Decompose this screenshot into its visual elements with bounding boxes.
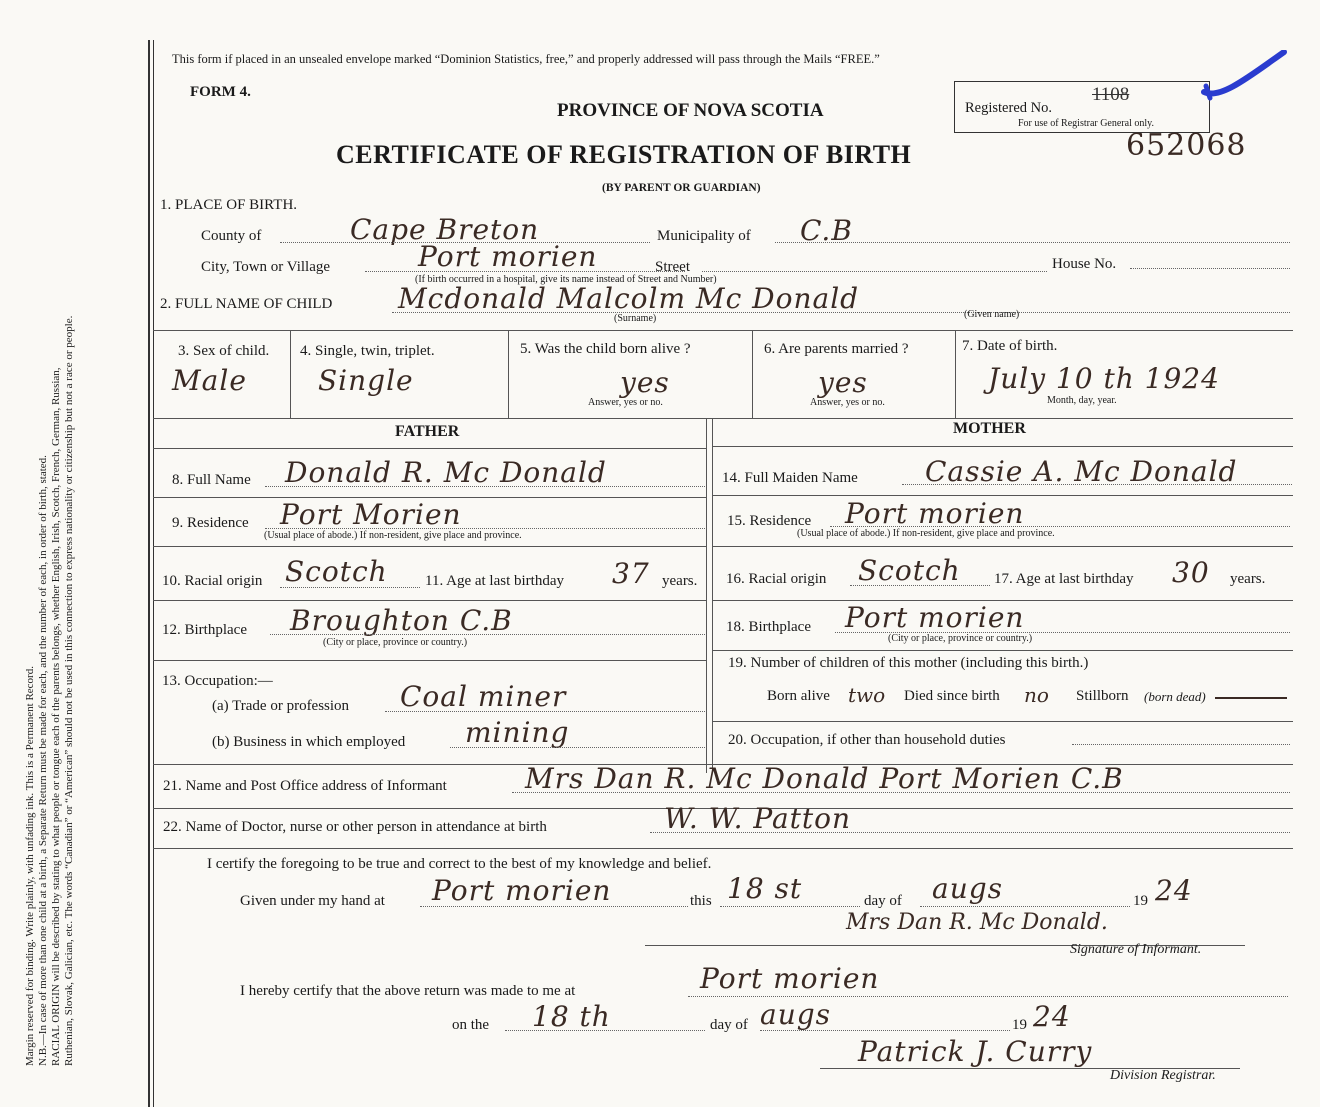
mother-residence-label: 15. Residence <box>727 513 812 529</box>
mother-heading: MOTHER <box>953 420 1026 437</box>
alive-label: 5. Was the child born alive ? <box>520 341 691 357</box>
father-age-label: 11. Age at last birthday <box>425 573 564 589</box>
date-value: July 10 th 1924 <box>988 362 1220 395</box>
margin-line-1: Margin reserved for binding. Write plainly, with unfading ink. This is a Permanent Record. <box>24 666 36 1066</box>
given-note: (Given name) <box>964 309 1020 320</box>
died-label: Died since birth <box>904 688 1000 704</box>
father-years: years. <box>662 573 698 589</box>
mother-birthplace-note: (City or place, province or country.) <box>888 633 1033 644</box>
mother-abode-note: (Usual place of abode.) If non-resident, give place and province. <box>797 528 1055 539</box>
children-label: 19. Number of children of this mother (including this birth.) <box>728 655 1089 671</box>
born-alive-value: two <box>848 683 886 707</box>
date-note: Month, day, year. <box>1047 395 1117 406</box>
registrar-statement: I hereby certify that the above return was made to me at <box>240 983 576 999</box>
stillborn-label: Stillborn <box>1076 688 1129 704</box>
city-label: City, Town or Village <box>201 259 331 275</box>
father-age-value: 37 <box>612 557 650 590</box>
father-name-value: Donald R. Mc Donald <box>285 456 607 489</box>
mother-name-label: 14. Full Maiden Name <box>722 470 858 486</box>
mother-occupation-label: 20. Occupation, if other than household duties <box>728 732 1006 748</box>
mother-age-label: 17. Age at last birthday <box>994 571 1134 587</box>
date-label: 7. Date of birth. <box>962 338 1058 354</box>
reg-number: 652068 <box>1126 128 1247 163</box>
margin-line-2: N.B.—In case of more than one child at a birth, a Separate Return must be made for each, and the number of each, in order of birth, stated. <box>37 455 49 1066</box>
business-label: (b) Business in which employed <box>212 734 406 750</box>
father-race-label: 10. Racial origin <box>162 573 263 589</box>
single-value: Single <box>318 364 414 397</box>
stillborn-note: (born dead) <box>1144 689 1206 704</box>
doctor-value: W. W. Patton <box>664 802 852 835</box>
margin-line-3: RACIAL ORIGIN will be described by stating to what people or tongue each of the parents belongs, whether English, Irish, Scotch, French, German, Russian, <box>50 367 62 1066</box>
father-residence-label: 9. Residence <box>172 515 249 531</box>
mother-name-value: Cassie A. Mc Donald <box>925 455 1238 488</box>
trade-value: Coal miner <box>400 680 567 713</box>
registrar-day-of-label: day of <box>710 1017 748 1033</box>
mother-age-value: 30 <box>1172 556 1210 589</box>
father-birthplace-label: 12. Birthplace <box>162 622 247 638</box>
mother-race-value: Scotch <box>858 554 961 587</box>
municipality-label: Municipality of <box>657 228 751 244</box>
given-year-prefix: 19 <box>1133 893 1148 909</box>
province-title: PROVINCE OF NOVA SCOTIA <box>557 100 824 121</box>
street-label: Street <box>655 259 690 275</box>
father-birthplace-note: (City or place, province or country.) <box>323 637 468 648</box>
municipality-value: C.B <box>800 214 853 247</box>
child-name-label: 2. FULL NAME OF CHILD <box>160 296 333 312</box>
certificate-title: CERTIFICATE OF REGISTRATION OF BIRTH <box>336 140 912 169</box>
given-label: Given under my hand at <box>240 893 385 909</box>
form-number: FORM 4. <box>190 84 251 100</box>
city-value: Port morien <box>418 240 598 273</box>
informant-signature: Mrs Dan R. Mc Donald. <box>846 910 1108 935</box>
margin-line-4: Ruthenian, Slovak, Galician, etc. The words “Canadian” or “American” should not be used in this connection to express nationality or citizenship but not a race or people. <box>63 315 75 1066</box>
registrar-day: 18 th <box>532 1000 611 1033</box>
county-label: County of <box>201 228 262 244</box>
married-value: yes <box>818 366 868 399</box>
doctor-label: 22. Name of Doctor, nurse or other person in attendance at birth <box>163 819 547 835</box>
informant-value: Mrs Dan R. Mc Donald Port Morien C.B <box>525 762 1124 795</box>
registrar-month: augs <box>760 998 832 1031</box>
mother-birthplace-value: Port morien <box>845 601 1025 634</box>
died-value: no <box>1024 683 1049 707</box>
registrar-signature-label: Division Registrar. <box>1110 1068 1216 1083</box>
sex-label: 3. Sex of child. <box>178 343 270 359</box>
father-occupation-label: 13. Occupation:— <box>162 673 273 689</box>
registrar-signature: Patrick J. Curry <box>858 1035 1093 1068</box>
alive-answer-note: Answer, yes or no. <box>588 397 663 408</box>
surname-note: (Surname) <box>614 313 657 324</box>
given-month: augs <box>932 872 1004 905</box>
registrar-on-label: on the <box>452 1017 490 1033</box>
married-answer-note: Answer, yes or no. <box>810 397 885 408</box>
certify-statement: I certify the foregoing to be true and correct to the best of my knowledge and belief. <box>207 856 712 872</box>
registered-value: 1108 <box>1092 84 1130 105</box>
father-birthplace-value: Broughton C.B <box>290 604 513 637</box>
margin-instructions <box>24 106 76 1066</box>
father-abode-note: (Usual place of abode.) If non-resident, give place and province. <box>264 530 522 541</box>
registrar-year: 24 <box>1033 1000 1071 1033</box>
mother-birthplace-label: 18. Birthplace <box>726 619 811 635</box>
informant-label: 21. Name and Post Office address of Informant <box>163 778 447 794</box>
registered-label: Registered No. <box>965 100 1052 116</box>
stillborn-dash <box>1215 697 1287 699</box>
place-label: 1. PLACE OF BIRTH. <box>160 197 298 213</box>
certificate-subtitle: (BY PARENT OR GUARDIAN) <box>602 182 761 194</box>
trade-label: (a) Trade or profession <box>212 698 350 714</box>
sex-value: Male <box>172 364 247 397</box>
father-name-label: 8. Full Name <box>172 472 251 488</box>
given-place: Port morien <box>432 874 612 907</box>
given-year: 24 <box>1155 874 1193 907</box>
registrar-note: For use of Registrar General only. <box>1018 118 1154 129</box>
county-value: Cape Breton <box>350 213 540 246</box>
registrar-place: Port morien <box>700 962 880 995</box>
mother-years: years. <box>1230 571 1266 587</box>
given-day: 18 st <box>727 872 803 905</box>
given-this-label: this <box>690 893 712 909</box>
mother-residence-value: Port morien <box>845 497 1025 530</box>
child-name-value: Mcdonald Malcolm Mc Donald <box>398 282 860 315</box>
father-heading: FATHER <box>395 423 460 440</box>
born-alive-label: Born alive <box>767 688 830 704</box>
alive-value: yes <box>620 366 670 399</box>
father-residence-value: Port Morien <box>280 498 462 531</box>
hospital-note: (If birth occurred in a hospital, give its name instead of Street and Number) <box>415 274 717 285</box>
father-race-value: Scotch <box>285 555 388 588</box>
mother-race-label: 16. Racial origin <box>726 571 827 587</box>
business-value: mining <box>465 716 570 749</box>
registrar-year-prefix: 19 <box>1012 1017 1027 1033</box>
informant-signature-label: Signature of Informant. <box>1070 942 1202 957</box>
single-label: 4. Single, twin, triplet. <box>300 343 435 359</box>
check-mark-icon <box>1180 50 1290 110</box>
given-day-of-label: day of <box>864 893 902 909</box>
house-label: House No. <box>1052 256 1117 272</box>
married-label: 6. Are parents married ? <box>764 341 909 357</box>
mail-note: This form if placed in an unsealed envelope marked “Dominion Statistics, free,” and properly addressed will pass through the Mails “FREE.” <box>172 52 880 66</box>
